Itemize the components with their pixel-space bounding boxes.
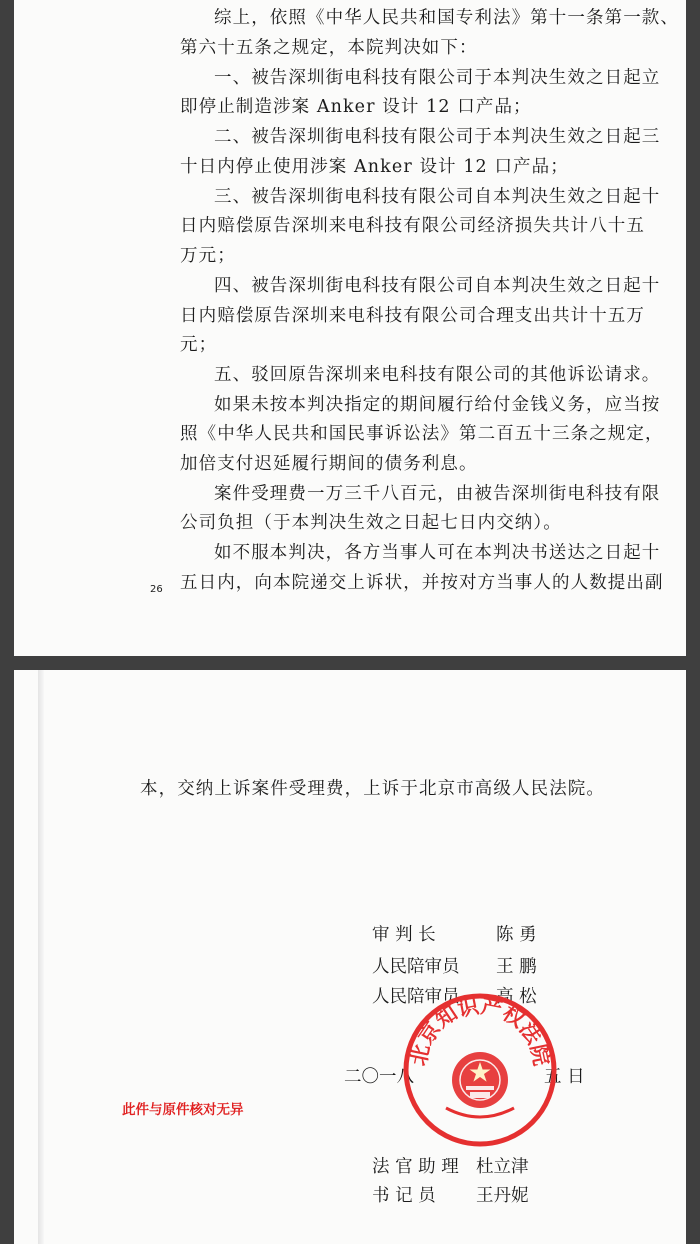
juror-name: 王 鹏	[496, 957, 537, 977]
text-line: 即停止制造涉案 Anker 设计 12 口产品；	[180, 97, 532, 117]
page-number: 26	[150, 584, 163, 595]
text-line: 照《中华人民共和国民事诉讼法》第二百五十三条之规定，	[180, 424, 664, 444]
text-line: 三、被告深圳街电科技有限公司自本判决生效之日起十	[214, 187, 661, 207]
clerk-name: 王丹妮	[476, 1186, 529, 1206]
text-line: 第六十五条之规定，本院判决如下：	[180, 38, 478, 58]
svg-text:北京知识产权法院: 北京知识产权法院	[405, 992, 555, 1068]
text-line: 加倍支付迟延履行期间的债务利息。	[180, 454, 478, 474]
text-line: 日内赔偿原告深圳来电科技有限公司合理支出共计十五万	[180, 306, 645, 326]
assistant-title: 法 官 助 理	[372, 1157, 459, 1177]
juror-title: 人民陪审员	[372, 957, 460, 977]
judgment-page-26	[14, 0, 686, 656]
judgment-date-start: 二〇一八	[344, 1067, 414, 1087]
text-line: 四、被告深圳街电科技有限公司自本判决生效之日起十	[214, 276, 661, 296]
presiding-judge-title: 审 判 长	[372, 925, 436, 945]
text-line: 十日内停止使用涉案 Anker 设计 12 口产品；	[180, 157, 569, 177]
judgment-date-end: 五 日	[544, 1067, 585, 1087]
text-line: 综上，依照《中华人民共和国专利法》第十一条第一款、	[214, 8, 679, 28]
text-line: 如不服本判决，各方当事人可在本判决书送达之日起十	[214, 543, 661, 563]
text-line: 五日内，向本院递交上诉状，并按对方当事人的人数提出副	[180, 573, 664, 593]
text-line: 如果未按本判决指定的期间履行给付金钱义务，应当按	[214, 395, 661, 415]
court-seal-icon	[400, 990, 560, 1150]
text-line: 五、驳回原告深圳来电科技有限公司的其他诉讼请求。	[214, 365, 661, 385]
juror-title: 人民陪审员	[372, 987, 460, 1007]
text-line: 案件受理费一万三千八百元，由被告深圳街电科技有限	[214, 484, 661, 504]
text-line: 万元；	[180, 246, 236, 266]
text-line: 一、被告深圳街电科技有限公司于本判决生效之日起立	[214, 68, 661, 88]
clerk-title: 书 记 员	[372, 1186, 436, 1206]
text-line: 公司负担（于本判决生效之日起七日内交纳）。	[180, 513, 562, 533]
presiding-judge-name: 陈 勇	[496, 925, 537, 945]
text-line: 二、被告深圳街电科技有限公司于本判决生效之日起三	[214, 127, 661, 147]
judgment-page-27	[14, 670, 686, 1244]
juror-name: 高 松	[496, 987, 537, 1007]
text-line: 本，交纳上诉案件受理费，上诉于北京市高级人民法院。	[140, 779, 605, 799]
assistant-name: 杜立津	[476, 1157, 529, 1177]
text-line: 元；	[180, 335, 218, 355]
verification-stamp-text: 此件与原件核对无异	[122, 1102, 244, 1118]
text-line: 日内赔偿原告深圳来电科技有限公司经济损失共计八十五	[180, 216, 645, 236]
